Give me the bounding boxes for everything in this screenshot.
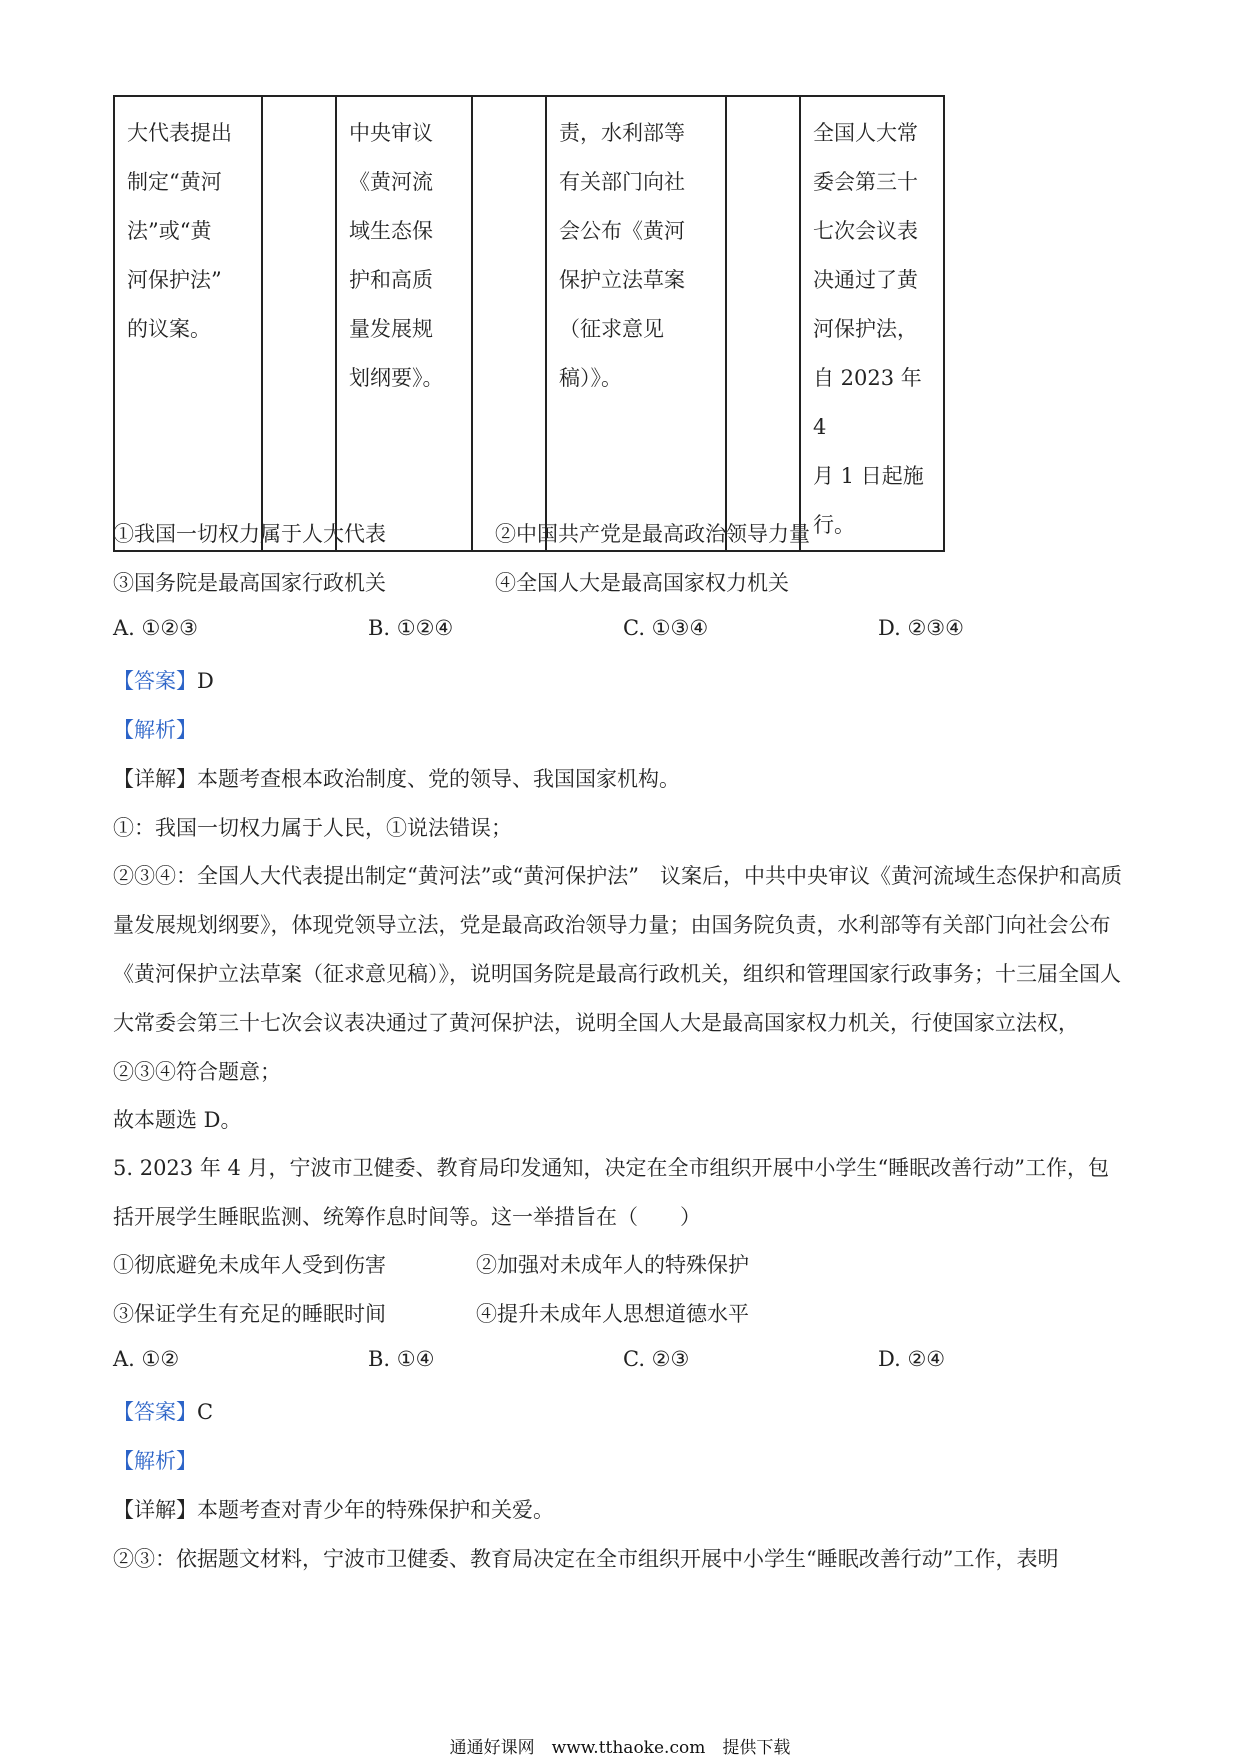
statement-2: ②中国共产党是最高政治领导力量 xyxy=(495,522,810,546)
answer-value: D xyxy=(197,669,214,693)
page-footer: 通通好课网 www.tthaoke.com 提供下载 xyxy=(449,1738,791,1758)
option-a: A. ①② xyxy=(113,1347,180,1371)
table-cell: 全国人大常 委会第三十 七次会议表 决通过了黄 河保护法， 自 2023 年 4 月 1 日起施 行。 xyxy=(800,96,944,551)
detail-text: 本题考查对青少年的特殊保护和关爱。 xyxy=(197,1498,554,1522)
option-c: C. ①③④ xyxy=(623,616,709,640)
statement-4: ④提升未成年人思想道德水平 xyxy=(476,1302,749,1326)
answer-tag: 【答案】 xyxy=(113,1400,197,1424)
analysis-tag: 【解析】 xyxy=(113,1449,197,1473)
statement-1: ①彻底避免未成年人受到伤害 xyxy=(113,1253,386,1277)
option-b: B. ①②④ xyxy=(368,616,454,640)
table-cell: 责，水利部等 有关部门向社 会公布《黄河 保护立法草案 （征求意见 稿）》。 xyxy=(546,96,726,551)
table-cell-arrow xyxy=(726,96,800,551)
detail-text: 本题考查根本政治制度、党的领导、我国国家机构。 xyxy=(197,767,680,791)
table-cell-arrow xyxy=(262,96,336,551)
explanation-paragraph: ①：我国一切权力属于人民，①说法错误； xyxy=(113,816,512,840)
answer-value: C xyxy=(197,1400,214,1424)
conclusion: 故本题选 D。 xyxy=(113,1108,242,1132)
statement-4: ④全国人大是最高国家权力机关 xyxy=(495,571,789,595)
option-d: D. ②④ xyxy=(878,1347,946,1371)
statement-2: ②加强对未成年人的特殊保护 xyxy=(476,1253,749,1277)
option-a: A. ①②③ xyxy=(113,616,198,640)
material-table xyxy=(113,95,945,552)
detail-tag: 【详解】 xyxy=(113,767,197,791)
option-b: B. ①④ xyxy=(368,1347,435,1371)
statement-3: ③国务院是最高国家行政机关 xyxy=(113,571,386,595)
detail-line xyxy=(113,763,680,793)
analysis-tag: 【解析】 xyxy=(113,718,197,742)
detail-tag: 【详解】 xyxy=(113,1498,197,1522)
answer-line xyxy=(113,1396,213,1426)
table-cell: 中央审议 《黄河流 域生态保 护和高质 量发展规 划纲要》。 xyxy=(336,96,472,551)
option-d: D. ②③④ xyxy=(878,616,964,640)
statement-1: ①我国一切权力属于人大代表 xyxy=(113,522,386,546)
statement-3: ③保证学生有充足的睡眠时间 xyxy=(113,1302,386,1326)
answer-line xyxy=(113,665,214,695)
detail-line xyxy=(113,1494,554,1524)
explanation-paragraph: ②③④：全国人大代表提出制定“黄河法”或“黄河保护法” 议案后，中共中央审议《黄河流域生态保护和高质量发展规划纲要》，体现党领导立法，党是最高政治领导力量；由国务院负责，水利部等有关部门向社会公布《黄河保护立法草案（征求意见稿）》，说明国务院是最高行政机关，组织和管理国家行政事务；十三届全国人大常委会第三十七次会议表决通过了黄河保护法，说明全国人大是最高国家权力机关，行使国家立法权，②③④符合题意； xyxy=(113,864,1122,1084)
option-c: C. ②③ xyxy=(623,1347,690,1371)
question-5-stem: 5. 2023 年 4 月，宁波市卫健委、教育局印发通知，决定在全市组织开展中小学生“睡眠改善行动”工作，包括开展学生睡眠监测、统筹作息时间等。这一举措旨在（ ） xyxy=(113,1156,1110,1229)
answer-tag: 【答案】 xyxy=(113,669,197,693)
table-cell-arrow xyxy=(472,96,546,551)
table-cell: 大代表提出 制定“黄河 法”或“黄 河保护法” 的议案。 xyxy=(114,96,262,551)
explanation-paragraph: ②③：依据题文材料，宁波市卫健委、教育局决定在全市组织开展中小学生“睡眠改善行动”工作，表明 xyxy=(113,1547,1059,1571)
